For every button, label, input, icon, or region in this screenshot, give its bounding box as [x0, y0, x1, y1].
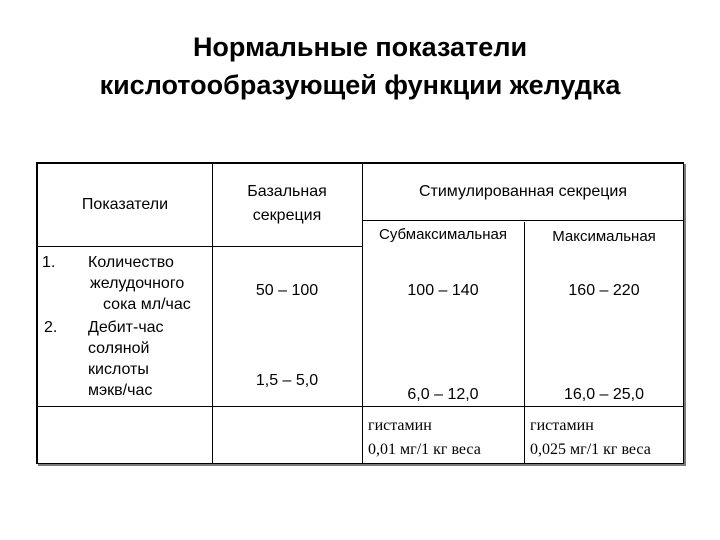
- row-1-number: 1.: [42, 254, 56, 271]
- page-title: [0, 28, 720, 104]
- column-divider-3: [524, 222, 525, 464]
- row-1-maximal: 160 – 220: [568, 282, 640, 299]
- header-basal-line-2: секреция: [252, 207, 322, 224]
- title-line-1: Нормальные показатели: [192, 32, 528, 62]
- row-1-label-line-3: сока мл/час: [103, 296, 191, 313]
- footer-maximal-dose: [530, 414, 651, 462]
- header-basal-line-1: Базальная: [247, 183, 327, 200]
- row-2-label: [88, 317, 164, 401]
- row-2-label-line-1: Дебит-час: [88, 319, 164, 336]
- subheader-divider: [362, 220, 684, 221]
- header-submaximal: Субмаксимальная: [379, 226, 507, 243]
- row-2-label-line-4: мэкв/час: [88, 382, 153, 399]
- row-1-label: [88, 252, 191, 315]
- row-2-label-line-3: кислоты: [88, 361, 149, 378]
- row-2-maximal: 16,0 – 25,0: [563, 386, 645, 403]
- row-2-label-line-2: соляной: [88, 340, 150, 357]
- secretion-table: [36, 162, 684, 464]
- footer-maximal-line-2: 0,025 мг/1 кг веса: [530, 441, 651, 458]
- row-2-number: 2.: [44, 319, 58, 336]
- header-basal: [212, 180, 362, 228]
- footer-submaximal-line-2: 0,01 мг/1 кг веса: [368, 441, 481, 458]
- header-indicators: Показатели: [81, 196, 169, 213]
- row-1-basal: 50 – 100: [255, 282, 319, 299]
- footer-maximal-line-1: гистамин: [530, 417, 594, 434]
- row-2-submaximal: 6,0 – 12,0: [407, 386, 479, 403]
- footer-divider: [38, 406, 684, 407]
- row-1-label-line-1: Количество: [88, 254, 174, 271]
- header-maximal: Максимальная: [552, 228, 656, 245]
- header-stimulated: Стимулированная секреция: [418, 183, 628, 200]
- footer-submaximal-line-1: гистамин: [368, 417, 432, 434]
- row-2-basal: 1,5 – 5,0: [255, 372, 319, 389]
- row-1-submaximal: 100 – 140: [407, 282, 479, 299]
- row-1-label-line-2: желудочного: [90, 275, 185, 292]
- column-divider-2: [362, 164, 363, 464]
- header-divider: [38, 246, 362, 247]
- title-line-2: кислотообразующей функции желудка: [99, 70, 621, 100]
- footer-submaximal-dose: [368, 414, 481, 462]
